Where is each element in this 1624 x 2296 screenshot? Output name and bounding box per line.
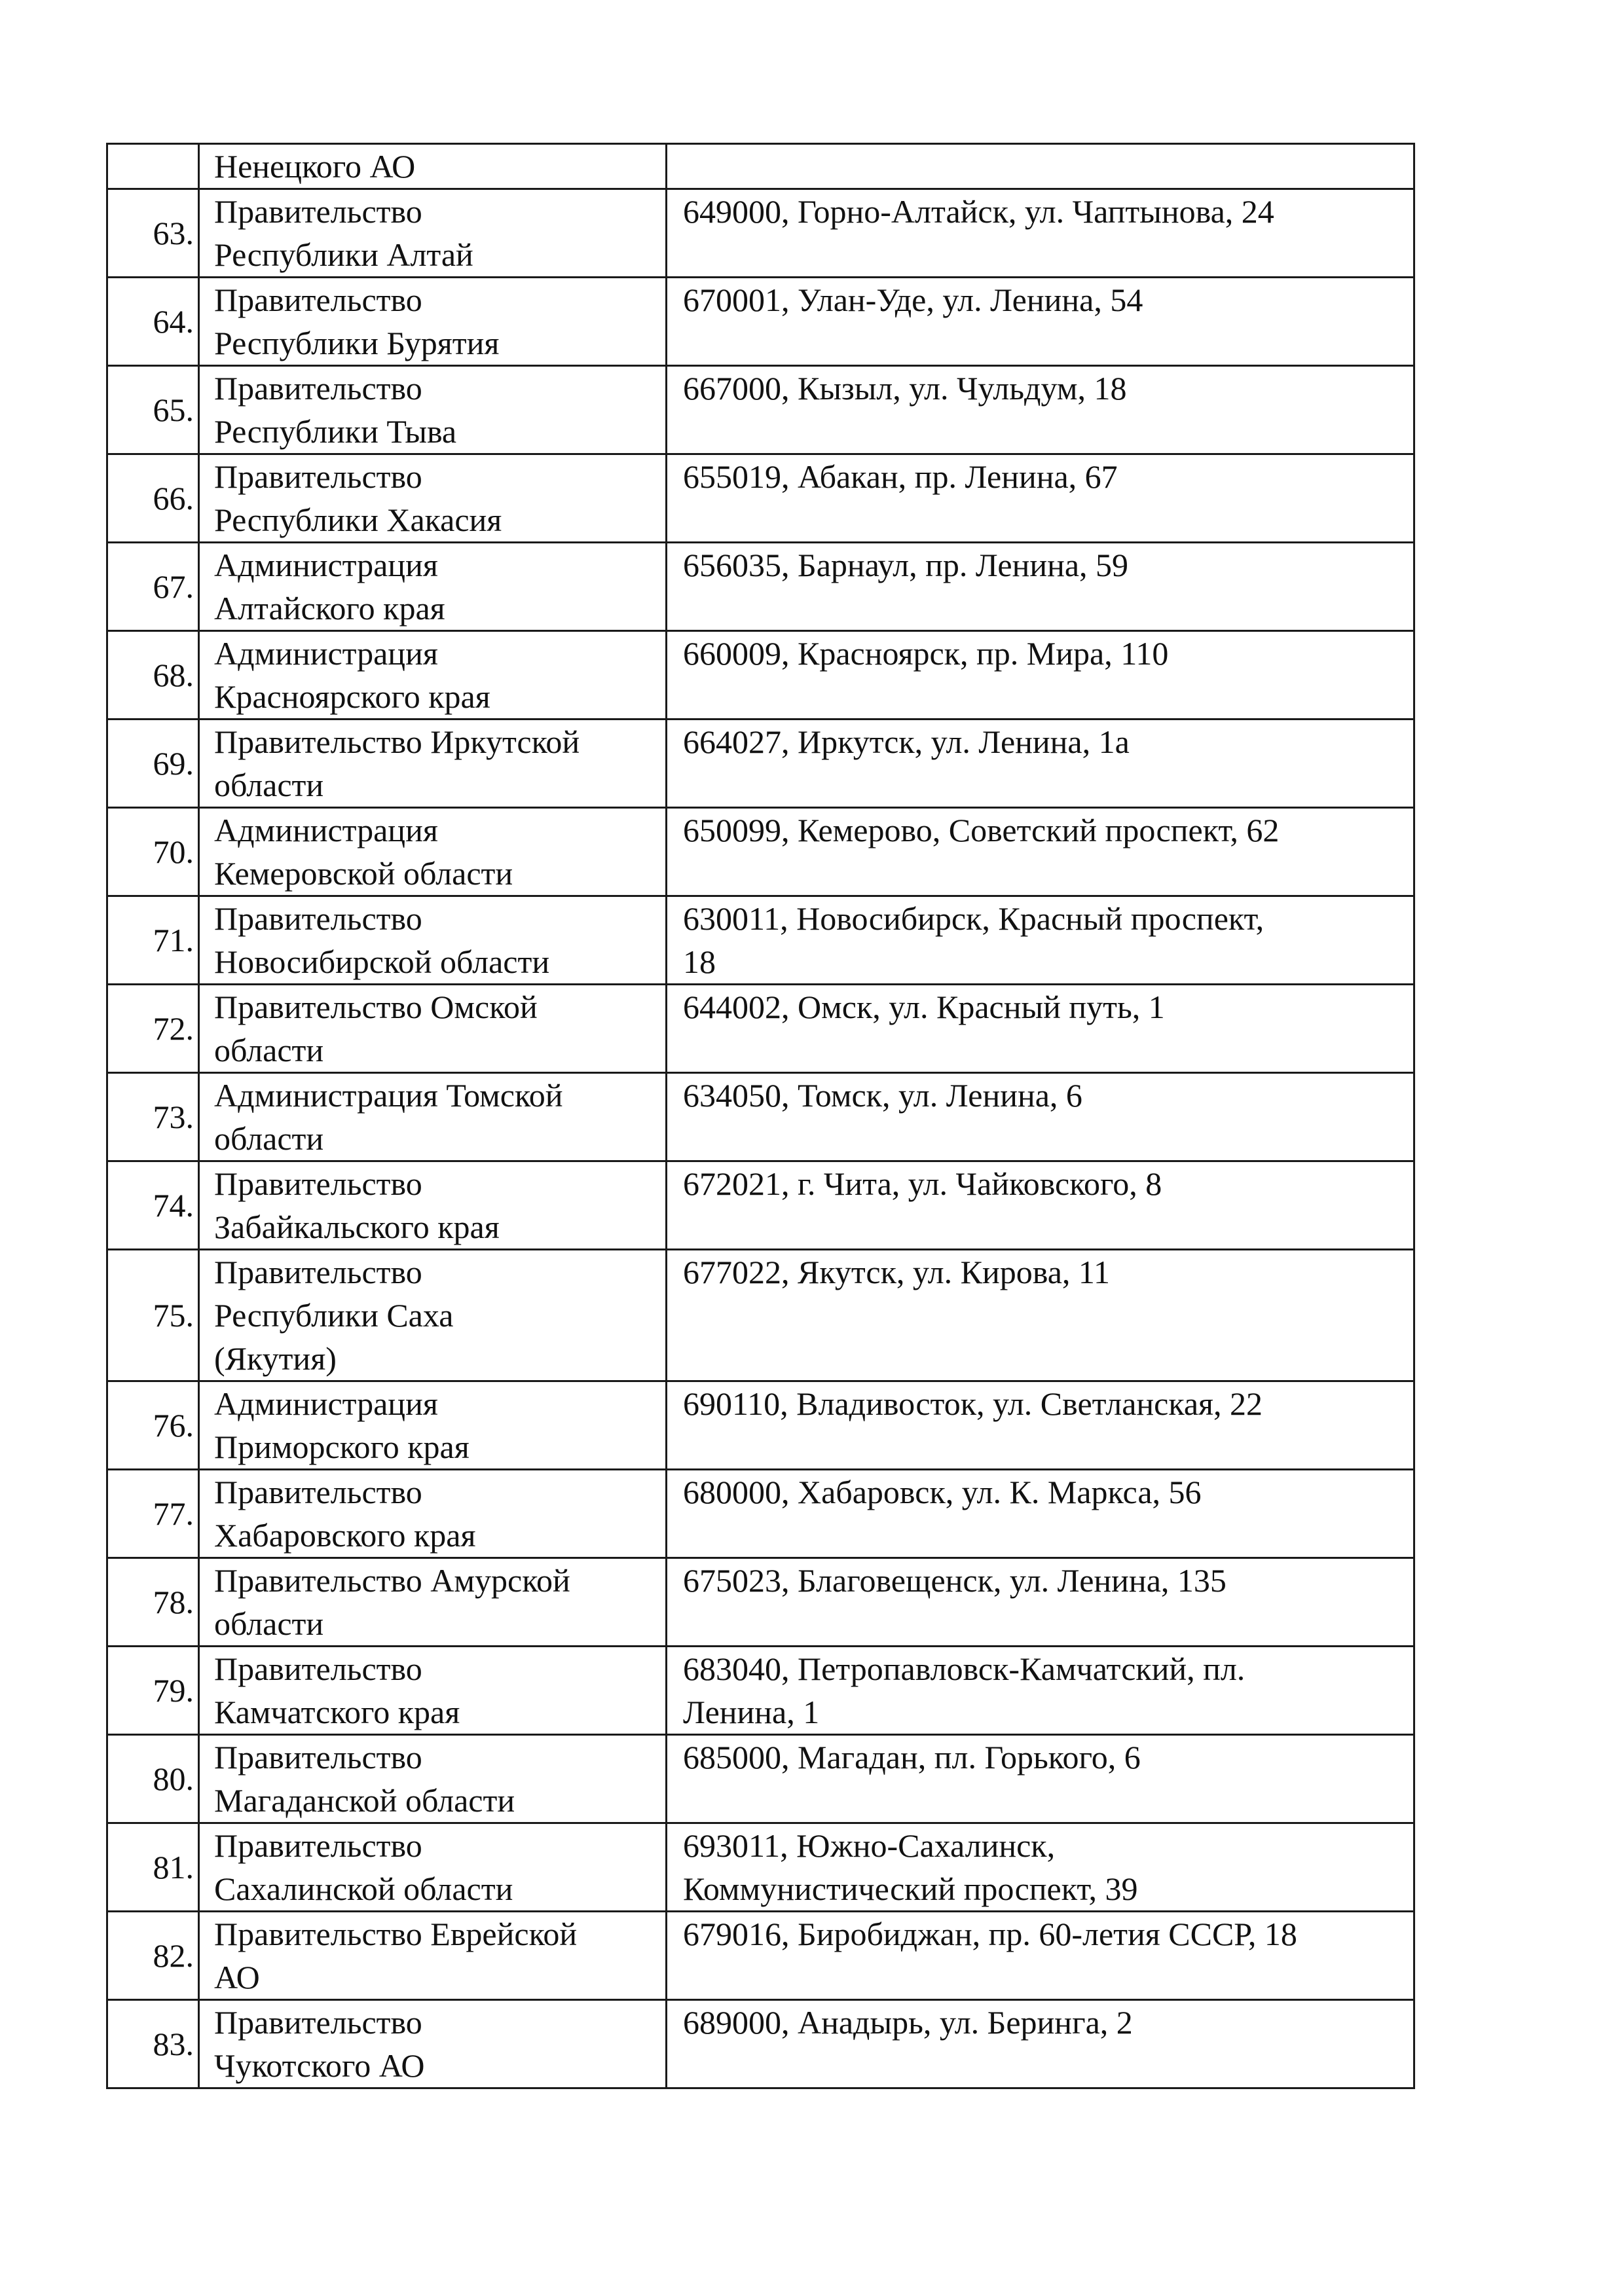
authority-address <box>667 1470 1414 1558</box>
authority-name <box>199 543 667 631</box>
authority-address <box>667 1250 1414 1381</box>
authority-address-line: 660009, Красноярск, пр. Мира, 110 <box>683 635 1169 672</box>
authority-name <box>199 720 667 808</box>
authority-address <box>667 1735 1414 1823</box>
authority-address <box>667 1823 1414 1912</box>
authority-name-line: Ненецкого АО <box>214 148 416 185</box>
authority-name-line: Правительство <box>214 1254 422 1290</box>
authority-address <box>667 985 1414 1073</box>
authority-name-line: Правительство <box>214 1739 422 1776</box>
authority-name <box>199 1470 667 1558</box>
authority-address-line: 677022, Якутск, ул. Кирова, 11 <box>683 1254 1111 1290</box>
row-number: 75. <box>107 1250 199 1381</box>
authority-name <box>199 189 667 278</box>
authority-address-line: 664027, Иркутск, ул. Ленина, 1а <box>683 723 1130 760</box>
row-number: 82. <box>107 1912 199 2000</box>
authority-name-line: Администрация <box>214 547 438 583</box>
authority-name-line: Правительство <box>214 1165 422 1202</box>
authority-name <box>199 1735 667 1823</box>
authority-address <box>667 896 1414 985</box>
table-row <box>107 1161 1414 1250</box>
row-number <box>107 144 199 189</box>
authority-name-line: Новосибирской области <box>214 943 550 980</box>
authority-address-line: 649000, Горно-Алтайск, ул. Чаптынова, 24 <box>683 193 1274 230</box>
authority-name-line: (Якутия) <box>214 1340 337 1377</box>
table-row <box>107 1823 1414 1912</box>
authority-address <box>667 808 1414 896</box>
row-number: 78. <box>107 1558 199 1647</box>
authority-address <box>667 366 1414 454</box>
authority-name-line: Администрация Томской <box>214 1077 563 1114</box>
row-number: 68. <box>107 631 199 720</box>
authority-name-line: Магаданской области <box>214 1782 515 1819</box>
table-row <box>107 1558 1414 1647</box>
authority-address <box>667 720 1414 808</box>
authority-address-line: 655019, Абакан, пр. Ленина, 67 <box>683 458 1118 495</box>
row-number: 64. <box>107 278 199 366</box>
authority-address <box>667 189 1414 278</box>
authority-name <box>199 366 667 454</box>
authority-name-line: области <box>214 767 324 803</box>
authority-name-line: Правительство Еврейской <box>214 1916 578 1952</box>
authority-name-line: Правительство <box>214 1474 422 1510</box>
row-number: 74. <box>107 1161 199 1250</box>
authority-name-line: Приморского края <box>214 1429 470 1465</box>
authority-address <box>667 543 1414 631</box>
authority-name-line: Правительство <box>214 1650 422 1687</box>
authority-name-line: области <box>214 1120 324 1157</box>
authority-name <box>199 1161 667 1250</box>
table-row <box>107 2000 1414 2088</box>
authority-address-line: 689000, Анадырь, ул. Беринга, 2 <box>683 2004 1133 2041</box>
row-number: 66. <box>107 454 199 543</box>
table-row <box>107 985 1414 1073</box>
government-address-table <box>106 143 1415 2089</box>
row-number: 69. <box>107 720 199 808</box>
authority-name-line: Красноярского края <box>214 678 490 715</box>
authority-name-line: АО <box>214 1959 260 1995</box>
row-number: 70. <box>107 808 199 896</box>
authority-address <box>667 1558 1414 1647</box>
authority-address-line: 667000, Кызыл, ул. Чульдум, 18 <box>683 370 1127 407</box>
authority-name <box>199 808 667 896</box>
authority-name <box>199 2000 667 2088</box>
row-number: 77. <box>107 1470 199 1558</box>
authority-address-line: 685000, Магадан, пл. Горького, 6 <box>683 1739 1141 1776</box>
row-number: 73. <box>107 1073 199 1161</box>
authority-name-line: Правительство Омской <box>214 989 538 1025</box>
table-row <box>107 1470 1414 1558</box>
authority-name <box>199 1558 667 1647</box>
authority-address-line: 679016, Биробиджан, пр. 60-летия СССР, 18 <box>683 1916 1297 1952</box>
authority-name <box>199 896 667 985</box>
table-row <box>107 896 1414 985</box>
authority-name <box>199 144 667 189</box>
table-row <box>107 1912 1414 2000</box>
authority-address <box>667 278 1414 366</box>
authority-name-line: области <box>214 1605 324 1642</box>
authority-address <box>667 1161 1414 1250</box>
authority-name-line: Правительство <box>214 2004 422 2041</box>
authority-name-line: Хабаровского края <box>214 1517 476 1554</box>
authority-name <box>199 985 667 1073</box>
authority-address <box>667 1912 1414 2000</box>
authority-address <box>667 144 1414 189</box>
authority-name-line: Алтайского края <box>214 590 445 627</box>
table-row <box>107 454 1414 543</box>
authority-name-line: Республики Саха <box>214 1297 454 1334</box>
authority-address-line: 644002, Омск, ул. Красный путь, 1 <box>683 989 1165 1025</box>
authority-name <box>199 631 667 720</box>
table-row <box>107 366 1414 454</box>
authority-name-line: Правительство <box>214 370 422 407</box>
authority-name <box>199 278 667 366</box>
authority-name-line: Правительство Амурской <box>214 1562 570 1599</box>
authority-address-line: 675023, Благовещенск, ул. Ленина, 135 <box>683 1562 1227 1599</box>
authority-name-line: Сахалинской области <box>214 1870 513 1907</box>
table-row <box>107 543 1414 631</box>
authority-name-line: Забайкальского края <box>214 1209 500 1245</box>
authority-address <box>667 454 1414 543</box>
authority-name-line: Администрация <box>214 812 438 848</box>
table-row <box>107 1647 1414 1735</box>
authority-address-line: 670001, Улан-Уде, ул. Ленина, 54 <box>683 282 1143 318</box>
authority-name-line: Камчатского края <box>214 1694 460 1730</box>
row-number: 79. <box>107 1647 199 1735</box>
table-row <box>107 278 1414 366</box>
authority-name <box>199 1912 667 2000</box>
authority-name <box>199 1647 667 1735</box>
authority-name-line: Кемеровской области <box>214 855 513 892</box>
row-number: 65. <box>107 366 199 454</box>
authority-name-line: Правительство Иркутской <box>214 723 580 760</box>
authority-name <box>199 1073 667 1161</box>
authority-address-line: 656035, Барнаул, пр. Ленина, 59 <box>683 547 1129 583</box>
row-number: 76. <box>107 1381 199 1470</box>
row-number: 67. <box>107 543 199 631</box>
table-row <box>107 720 1414 808</box>
row-number: 63. <box>107 189 199 278</box>
authority-name-line: Администрация <box>214 635 438 672</box>
authority-name-line: Правительство <box>214 1827 422 1864</box>
authority-name <box>199 1250 667 1381</box>
authority-address-line: 630011, Новосибирск, Красный проспект, <box>683 900 1264 937</box>
authority-address-line: 650099, Кемерово, Советский проспект, 62 <box>683 812 1280 848</box>
authority-address-line: 680000, Хабаровск, ул. К. Маркса, 56 <box>683 1474 1202 1510</box>
authority-address-line: 690110, Владивосток, ул. Светланская, 22 <box>683 1385 1263 1422</box>
authority-name-line: Правительство <box>214 458 422 495</box>
authority-address-line: 683040, Петропавловск-Камчатский, пл. <box>683 1650 1246 1687</box>
authority-address-line: 634050, Томск, ул. Ленина, 6 <box>683 1077 1082 1114</box>
authority-address-line: Коммунистический проспект, 39 <box>683 1870 1138 1907</box>
authority-address-line: 672021, г. Чита, ул. Чайковского, 8 <box>683 1165 1162 1202</box>
row-number: 83. <box>107 2000 199 2088</box>
row-number: 81. <box>107 1823 199 1912</box>
authority-name-line: Республики Хакасия <box>214 501 502 538</box>
authority-address-line: 693011, Южно-Сахалинск, <box>683 1827 1056 1864</box>
row-number: 72. <box>107 985 199 1073</box>
table-row <box>107 631 1414 720</box>
authority-name-line: Чукотского АО <box>214 2047 425 2084</box>
authority-address <box>667 1073 1414 1161</box>
authority-name-line: Правительство <box>214 900 422 937</box>
authority-address-line: 18 <box>683 943 716 980</box>
authority-name-line: Республики Бурятия <box>214 325 500 361</box>
row-number: 71. <box>107 896 199 985</box>
authority-address <box>667 1647 1414 1735</box>
authority-address-line: Ленина, 1 <box>683 1694 820 1730</box>
row-number: 80. <box>107 1735 199 1823</box>
authority-name-line: Республики Тыва <box>214 413 457 450</box>
authority-name <box>199 1381 667 1470</box>
authority-name <box>199 454 667 543</box>
authority-address <box>667 631 1414 720</box>
table-body <box>107 144 1414 2088</box>
table-row <box>107 1381 1414 1470</box>
authority-name-line: Республики Алтай <box>214 236 473 273</box>
authority-name-line: Правительство <box>214 193 422 230</box>
table-row <box>107 808 1414 896</box>
authority-address <box>667 2000 1414 2088</box>
table-row-continuation <box>107 144 1414 189</box>
table-row <box>107 1073 1414 1161</box>
table-row <box>107 189 1414 278</box>
table-row <box>107 1735 1414 1823</box>
authority-name-line: области <box>214 1032 324 1068</box>
authority-name-line: Правительство <box>214 282 422 318</box>
authority-address <box>667 1381 1414 1470</box>
authority-name-line: Администрация <box>214 1385 438 1422</box>
table-row <box>107 1250 1414 1381</box>
authority-name <box>199 1823 667 1912</box>
